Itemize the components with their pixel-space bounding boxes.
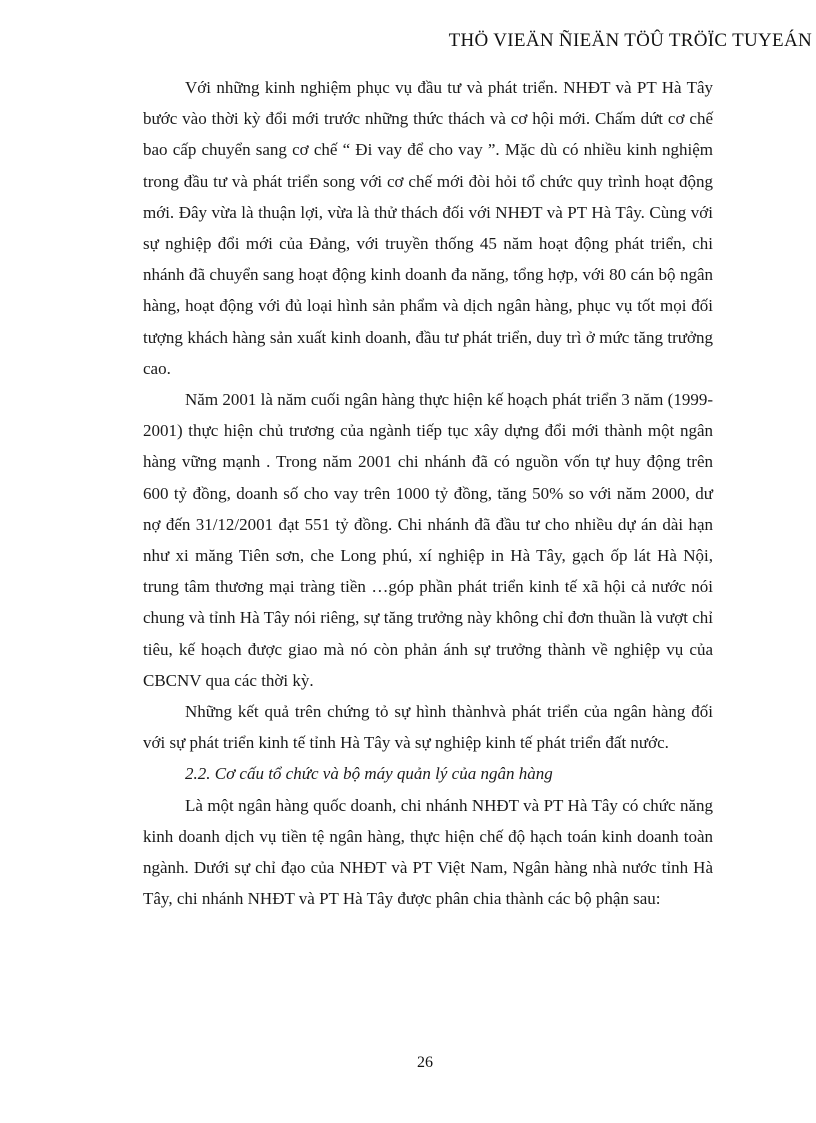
page-header: THÖ VIEÄN ÑIEÄN TÖÛ TRÖÏC TUYEÁN	[448, 30, 812, 51]
paragraph: Những kết quả trên chứng tỏ sự hình thànhvà phát triển của ngân hàng đối với sự phát triển kinh tế tỉnh Hà Tây và sự nghiệp kinh tế phát triển đất nước.	[143, 702, 713, 753]
document-body	[143, 72, 713, 914]
paragraph: Với những kinh nghiệm phục vụ đầu tư và phát triển. NHĐT và PT Hà Tây bước vào thời kỳ đổi mới trước những thức thách và cơ hội mới. Chấm dứt cơ chế bao cấp chuyển sang cơ chế “ Đi vay để cho vay ”. Mặc dù có nhiều kinh nghiệm trong đầu tư và phát triển song với cơ chế mới đòi hỏi tổ chức quy trình hoạt động mới. Đây vừa là thuận lợi, vừa là thử thách đối với NHĐT và PT Hà Tây. Cùng với sự nghiệp đổi mới của Đảng, với truyền thống 45 năm hoạt động phát triển, chi nhánh đã chuyển sang hoạt động kinh doanh đa năng, tổng hợp, với 80 cán bộ ngân hàng, hoạt động với đủ loại hình sản phẩm và dịch ngân hàng, phục vụ tốt mọi đối tượng khách hàng sản xuất kinh doanh, đầu tư phát triển, duy trì ở mức tăng trưởng cao.	[143, 78, 713, 378]
page-number: 26	[417, 1054, 433, 1071]
paragraph: Năm 2001 là năm cuối ngân hàng thực hiện kế hoạch phát triển 3 năm (1999- 2001) thực hiện chủ trương của ngành tiếp tục xây dựng đổi mới thành một ngân hàng vững mạnh . Trong năm 2001 chi nhánh đã có nguồn vốn tự huy động trên 600 tỷ đồng, doanh số cho vay trên 1000 tỷ đồng, tăng 50% so với năm 2000, dư nợ đến 31/12/2001 đạt 551 tỷ đồng. Chi nhánh đã đầu tư cho nhiều dự án dài hạn như xi măng Tiên sơn, che Long phú, xí nghiệp in Hà Tây, gạch ốp lát Hà Nội, trung tâm thương mại tràng tiền …góp phần phát triển kinh tế xã hội cả nước nói chung và tỉnh Hà Tây nói riêng, sự tăng trưởng này không chỉ đơn thuần là vượt chỉ tiêu, kế hoạch được giao mà nó còn phản ánh sự trưởng thành về nghiệp vụ của CBCNV qua các thời kỳ.	[143, 390, 713, 690]
section-heading: 2.2. Cơ cấu tổ chức và bộ máy quản lý của ngân hàng	[185, 764, 553, 784]
paragraph: Là một ngân hàng quốc doanh, chi nhánh NHĐT và PT Hà Tây có chức năng kinh doanh dịch vụ tiền tệ ngân hàng, thực hiện chế độ hạch toán kinh doanh toàn ngành. Dưới sự chỉ đạo của NHĐT và PT Việt Nam, Ngân hàng nhà nước tỉnh Hà Tây, chi nhánh NHĐT và PT Hà Tây được phân chia thành các bộ phận sau:	[143, 795, 713, 909]
